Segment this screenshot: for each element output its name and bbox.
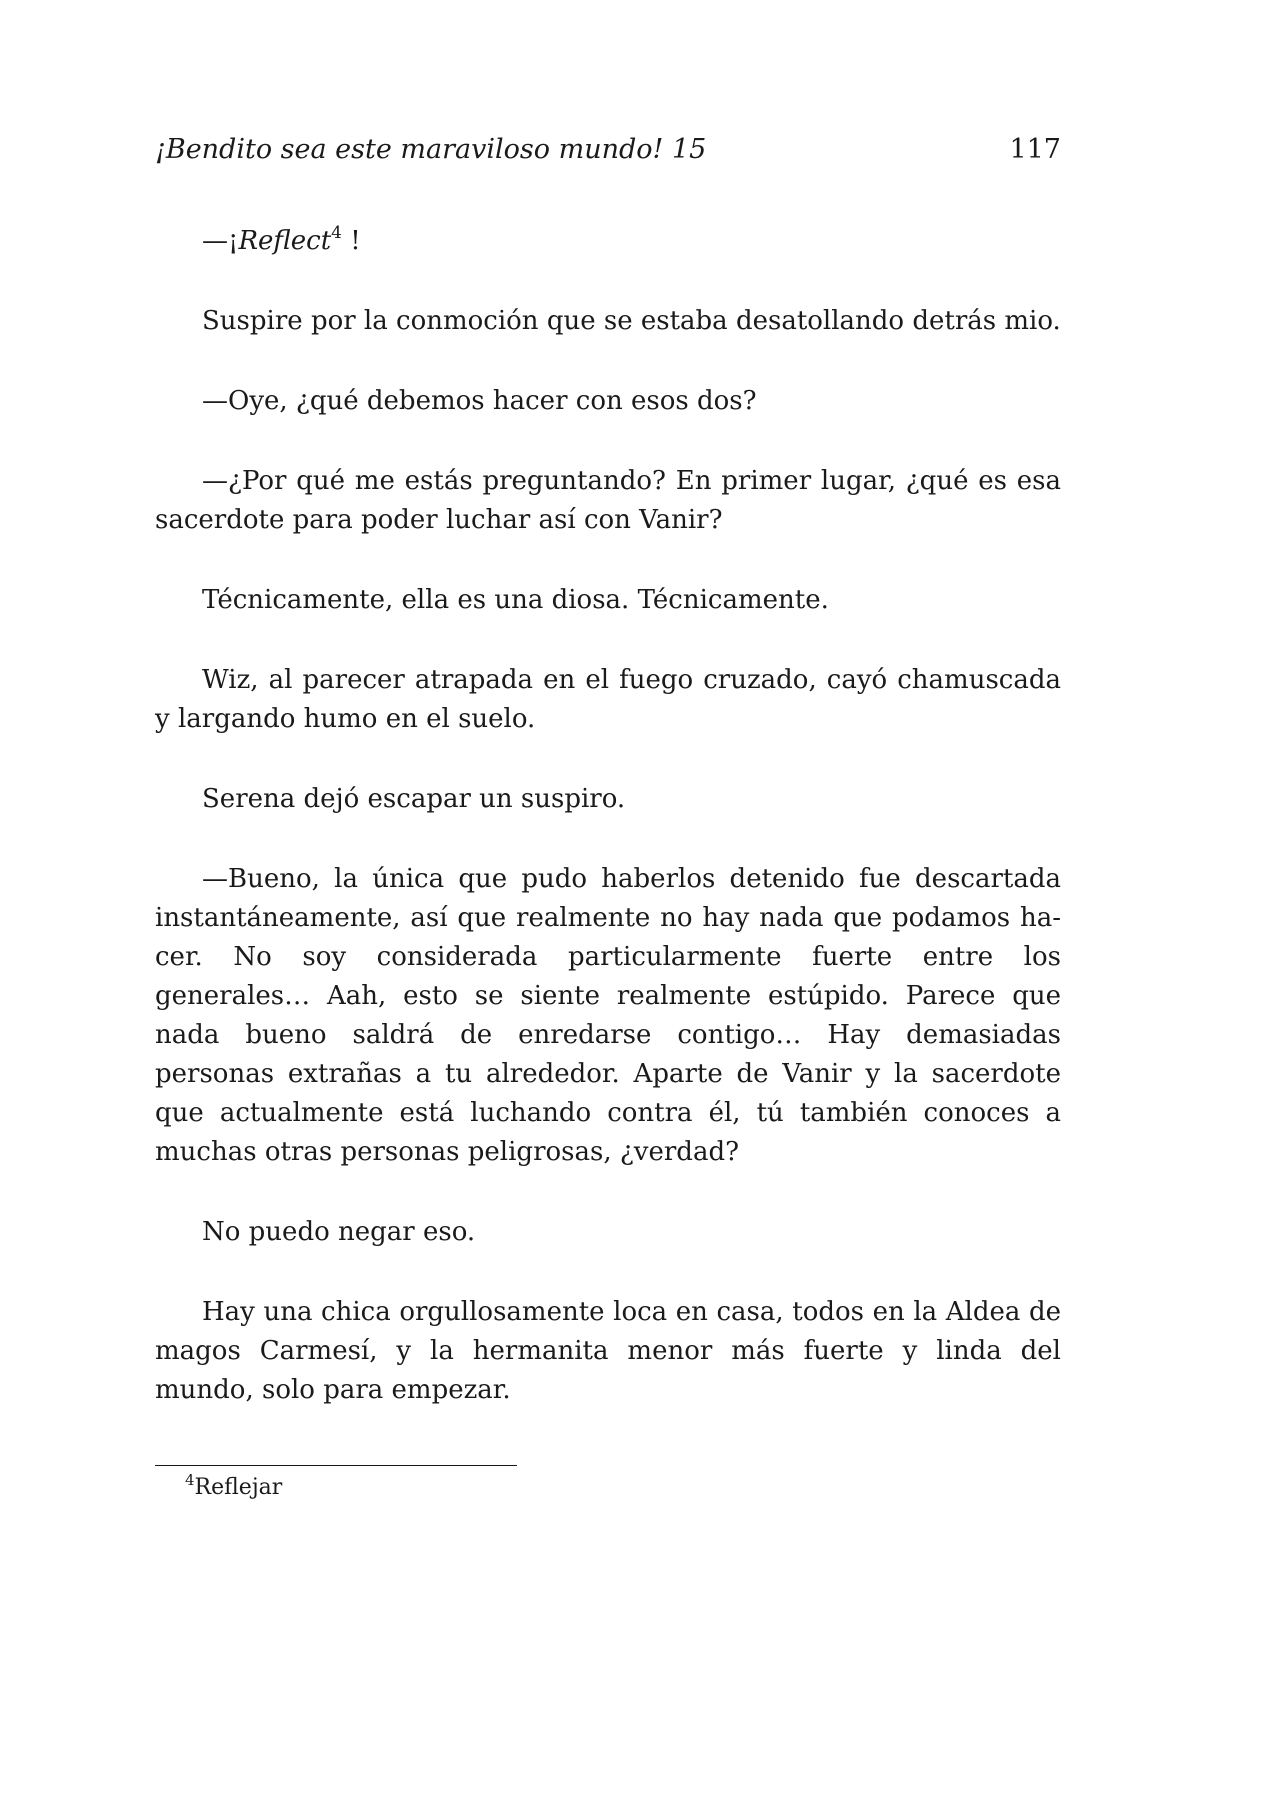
footnote-text: Reflejar bbox=[194, 1475, 283, 1500]
paragraph: —¿Por qué me estás preguntando? En primer lugar, ¿qué es esa sacerdote para poder luchar así con Vanir? bbox=[155, 466, 1061, 535]
paragraph: Suspire por la conmoción que se estaba desatollando detrás mio. bbox=[202, 306, 1061, 336]
paragraph: Wiz, al parecer atrapada en el fuego cruzado, cayó chamuscada y largando humo en el suelo. bbox=[155, 665, 1061, 734]
footnote-divider bbox=[155, 1465, 517, 1466]
paragraph: Hay una chica orgullosamente loca en casa, todos en la Aldea de magos Carmesí, y la hermanita menor más fuerte y linda del mundo, solo para empezar. bbox=[155, 1297, 1061, 1405]
page-number: 117 bbox=[1009, 134, 1061, 165]
footnote-reference: 4 bbox=[331, 223, 342, 243]
paragraph-spell-shout bbox=[155, 222, 1061, 261]
paragraph: Técnicamente, ella es una diosa. Técnicamente. bbox=[202, 585, 829, 615]
footnote-marker: 4 bbox=[185, 1471, 195, 1489]
dialogue-dash: —¡ bbox=[202, 226, 239, 256]
body-text bbox=[155, 222, 1061, 1410]
paragraph: —Bueno, la única que pudo haberlos detenido fue descartada instantáneamente, así que realmente no hay nada que podamos hacer. No soy considerada particularmente fuerte entre los generales… Aah, esto se siente realmente estúpido. Parece que nada bueno saldrá de enredarse contigo… Hay demasiadas personas extrañas a tu alrededor. Aparte de Vanir y la sacerdote que actualmente está luchando contra él, tú también conoces a muchas otras personas peligrosas, ¿verdad? bbox=[155, 864, 1061, 1167]
paragraph: Serena dejó escapar un suspiro. bbox=[202, 784, 626, 814]
footnote bbox=[185, 1473, 282, 1503]
paragraph: —Oye, ¿qué debemos hacer con esos dos? bbox=[202, 386, 757, 416]
paragraph: No puedo negar eso. bbox=[202, 1217, 476, 1247]
spell-name: Reflect bbox=[238, 226, 332, 256]
exclamation: ! bbox=[341, 226, 361, 256]
book-title: ¡Bendito sea este maraviloso mundo! 15 bbox=[155, 134, 707, 165]
running-header bbox=[155, 132, 1061, 168]
